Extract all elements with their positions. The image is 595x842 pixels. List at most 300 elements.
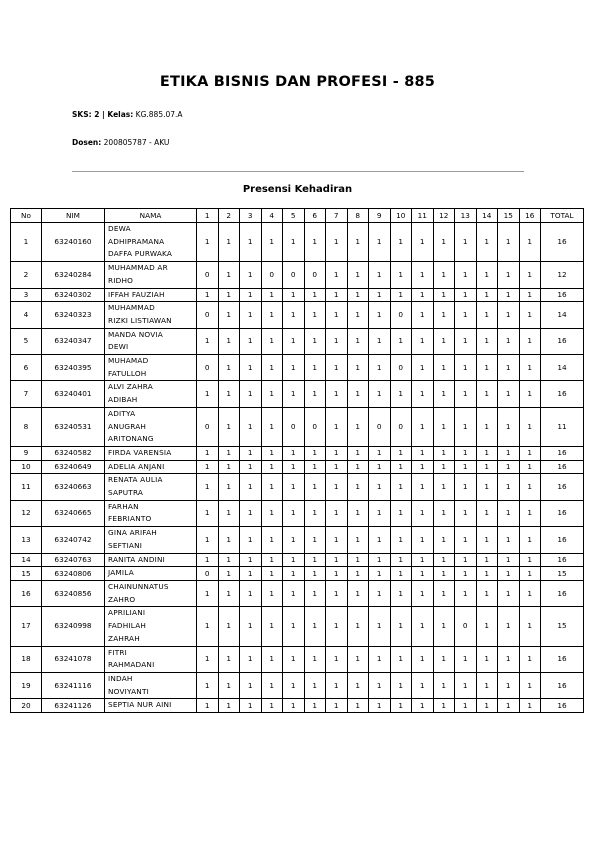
attendance-cell: 1 bbox=[261, 355, 283, 381]
table-row bbox=[11, 500, 584, 526]
sks-class-label: SKS: 2 | Kelas: bbox=[72, 110, 134, 119]
student-nim: 63240302 bbox=[42, 288, 105, 302]
attendance-cell: 1 bbox=[476, 607, 498, 646]
attendance-cell: 1 bbox=[197, 223, 219, 262]
attendance-cell: 1 bbox=[240, 474, 262, 500]
attendance-cell: 1 bbox=[498, 607, 520, 646]
attendance-cell: 1 bbox=[218, 699, 240, 713]
attendance-cell: 1 bbox=[218, 580, 240, 606]
attendance-cell: 1 bbox=[412, 672, 434, 698]
table-body bbox=[11, 223, 584, 713]
attendance-cell: 1 bbox=[218, 527, 240, 553]
attendance-cell: 1 bbox=[261, 500, 283, 526]
student-name: GINA ARIFAH SEFTIANI bbox=[105, 527, 197, 553]
table-row bbox=[11, 553, 584, 567]
attendance-cell: 1 bbox=[326, 672, 348, 698]
sks-class-line bbox=[72, 110, 183, 119]
column-header: 12 bbox=[433, 209, 455, 223]
row-number: 1 bbox=[11, 223, 42, 262]
attendance-table bbox=[10, 208, 584, 713]
student-name: ADELIA ANJANI bbox=[105, 460, 197, 474]
row-number: 3 bbox=[11, 288, 42, 302]
attendance-cell: 1 bbox=[476, 381, 498, 407]
attendance-cell: 1 bbox=[261, 446, 283, 460]
table-row bbox=[11, 355, 584, 381]
column-header: 4 bbox=[261, 209, 283, 223]
attendance-cell: 1 bbox=[240, 460, 262, 474]
attendance-cell: 1 bbox=[519, 527, 541, 553]
row-number: 18 bbox=[11, 646, 42, 672]
attendance-cell: 1 bbox=[347, 567, 369, 581]
attendance-cell: 1 bbox=[261, 328, 283, 354]
student-name: MUHAMMAD RIZKI LISTIAWAN bbox=[105, 302, 197, 328]
student-nim: 63240531 bbox=[42, 407, 105, 446]
attendance-cell: 1 bbox=[261, 672, 283, 698]
attendance-cell: 1 bbox=[304, 381, 326, 407]
attendance-cell: 1 bbox=[240, 527, 262, 553]
attendance-total: 16 bbox=[541, 223, 584, 262]
attendance-cell: 1 bbox=[240, 672, 262, 698]
attendance-cell: 1 bbox=[455, 672, 477, 698]
row-number: 10 bbox=[11, 460, 42, 474]
attendance-cell: 1 bbox=[197, 607, 219, 646]
attendance-cell: 1 bbox=[455, 580, 477, 606]
attendance-cell: 1 bbox=[304, 699, 326, 713]
attendance-cell: 1 bbox=[304, 527, 326, 553]
attendance-total: 16 bbox=[541, 646, 584, 672]
attendance-cell: 1 bbox=[326, 500, 348, 526]
attendance-cell: 1 bbox=[283, 699, 305, 713]
attendance-cell: 1 bbox=[218, 288, 240, 302]
attendance-cell: 1 bbox=[283, 302, 305, 328]
attendance-cell: 1 bbox=[455, 446, 477, 460]
attendance-cell: 1 bbox=[283, 646, 305, 672]
row-number: 8 bbox=[11, 407, 42, 446]
attendance-cell: 1 bbox=[240, 580, 262, 606]
attendance-cell: 1 bbox=[283, 553, 305, 567]
attendance-cell: 1 bbox=[498, 460, 520, 474]
attendance-cell: 0 bbox=[283, 407, 305, 446]
attendance-cell: 1 bbox=[455, 567, 477, 581]
row-number: 11 bbox=[11, 474, 42, 500]
attendance-cell: 1 bbox=[369, 607, 391, 646]
attendance-cell: 1 bbox=[347, 474, 369, 500]
attendance-cell: 1 bbox=[283, 567, 305, 581]
attendance-cell: 1 bbox=[412, 446, 434, 460]
attendance-cell: 1 bbox=[455, 223, 477, 262]
attendance-cell: 1 bbox=[519, 381, 541, 407]
attendance-cell: 1 bbox=[261, 407, 283, 446]
attendance-cell: 1 bbox=[412, 302, 434, 328]
attendance-cell: 1 bbox=[412, 699, 434, 713]
attendance-cell: 1 bbox=[412, 288, 434, 302]
attendance-cell: 1 bbox=[326, 460, 348, 474]
attendance-cell: 1 bbox=[455, 328, 477, 354]
attendance-cell: 1 bbox=[283, 288, 305, 302]
attendance-cell: 1 bbox=[347, 288, 369, 302]
student-nim: 63240663 bbox=[42, 474, 105, 500]
attendance-cell: 1 bbox=[498, 567, 520, 581]
attendance-cell: 1 bbox=[455, 302, 477, 328]
attendance-cell: 1 bbox=[390, 672, 412, 698]
column-header: 8 bbox=[347, 209, 369, 223]
attendance-cell: 1 bbox=[519, 553, 541, 567]
attendance-cell: 1 bbox=[347, 302, 369, 328]
attendance-total: 11 bbox=[541, 407, 584, 446]
attendance-cell: 1 bbox=[240, 355, 262, 381]
attendance-cell: 1 bbox=[498, 474, 520, 500]
attendance-cell: 1 bbox=[326, 381, 348, 407]
attendance-cell: 1 bbox=[304, 446, 326, 460]
attendance-cell: 1 bbox=[369, 262, 391, 288]
attendance-cell: 1 bbox=[347, 223, 369, 262]
attendance-cell: 1 bbox=[433, 381, 455, 407]
attendance-cell: 1 bbox=[369, 500, 391, 526]
student-name: IFFAH FAUZIAH bbox=[105, 288, 197, 302]
attendance-cell: 1 bbox=[304, 328, 326, 354]
attendance-cell: 1 bbox=[455, 460, 477, 474]
attendance-cell: 1 bbox=[476, 553, 498, 567]
attendance-cell: 1 bbox=[519, 699, 541, 713]
attendance-cell: 1 bbox=[369, 288, 391, 302]
student-name: MUHAMAD FATULLOH bbox=[105, 355, 197, 381]
student-name: ADITYA ANUGRAH ARITONANG bbox=[105, 407, 197, 446]
attendance-cell: 1 bbox=[412, 474, 434, 500]
attendance-cell: 1 bbox=[197, 646, 219, 672]
student-name: JAMILA bbox=[105, 567, 197, 581]
student-name: FARHAN FEBRIANTO bbox=[105, 500, 197, 526]
column-header: 10 bbox=[390, 209, 412, 223]
column-header: NAMA bbox=[105, 209, 197, 223]
attendance-cell: 1 bbox=[261, 460, 283, 474]
column-header: 16 bbox=[519, 209, 541, 223]
row-number: 5 bbox=[11, 328, 42, 354]
student-nim: 63241116 bbox=[42, 672, 105, 698]
attendance-cell: 1 bbox=[304, 672, 326, 698]
attendance-cell: 1 bbox=[498, 500, 520, 526]
attendance-cell: 1 bbox=[240, 302, 262, 328]
student-nim: 63241126 bbox=[42, 699, 105, 713]
attendance-cell: 1 bbox=[261, 607, 283, 646]
column-header: 5 bbox=[283, 209, 305, 223]
attendance-cell: 1 bbox=[433, 607, 455, 646]
attendance-cell: 1 bbox=[390, 460, 412, 474]
attendance-cell: 1 bbox=[218, 328, 240, 354]
attendance-cell: 1 bbox=[455, 355, 477, 381]
student-nim: 63240395 bbox=[42, 355, 105, 381]
student-nim: 63240160 bbox=[42, 223, 105, 262]
attendance-cell: 0 bbox=[197, 302, 219, 328]
student-nim: 63240284 bbox=[42, 262, 105, 288]
student-name: ALVI ZAHRA ADIBAH bbox=[105, 381, 197, 407]
attendance-cell: 1 bbox=[218, 446, 240, 460]
attendance-cell: 1 bbox=[326, 699, 348, 713]
attendance-cell: 1 bbox=[326, 607, 348, 646]
attendance-cell: 1 bbox=[283, 672, 305, 698]
attendance-cell: 1 bbox=[218, 302, 240, 328]
attendance-cell: 1 bbox=[519, 646, 541, 672]
attendance-total: 16 bbox=[541, 381, 584, 407]
attendance-cell: 1 bbox=[218, 223, 240, 262]
attendance-cell: 1 bbox=[412, 580, 434, 606]
attendance-cell: 1 bbox=[433, 474, 455, 500]
attendance-cell: 1 bbox=[455, 527, 477, 553]
column-header: TOTAL bbox=[541, 209, 584, 223]
attendance-cell: 1 bbox=[326, 328, 348, 354]
column-header: 15 bbox=[498, 209, 520, 223]
attendance-cell: 1 bbox=[369, 672, 391, 698]
attendance-cell: 1 bbox=[261, 567, 283, 581]
row-number: 13 bbox=[11, 527, 42, 553]
attendance-cell: 1 bbox=[498, 355, 520, 381]
student-name: MANDA NOVIA DEWI bbox=[105, 328, 197, 354]
table-row bbox=[11, 672, 584, 698]
attendance-cell: 1 bbox=[218, 355, 240, 381]
column-header: 11 bbox=[412, 209, 434, 223]
attendance-cell: 1 bbox=[283, 223, 305, 262]
attendance-cell: 1 bbox=[412, 527, 434, 553]
attendance-cell: 1 bbox=[304, 646, 326, 672]
attendance-cell: 1 bbox=[519, 446, 541, 460]
student-name: APRILIANI FADHILAH ZAHRAH bbox=[105, 607, 197, 646]
attendance-cell: 1 bbox=[455, 407, 477, 446]
attendance-cell: 1 bbox=[433, 446, 455, 460]
attendance-cell: 1 bbox=[197, 446, 219, 460]
attendance-cell: 0 bbox=[390, 355, 412, 381]
attendance-cell: 1 bbox=[369, 646, 391, 672]
attendance-cell: 1 bbox=[412, 607, 434, 646]
attendance-cell: 1 bbox=[240, 407, 262, 446]
attendance-cell: 1 bbox=[476, 474, 498, 500]
table-row bbox=[11, 407, 584, 446]
attendance-cell: 1 bbox=[283, 328, 305, 354]
attendance-cell: 1 bbox=[326, 646, 348, 672]
attendance-cell: 0 bbox=[197, 567, 219, 581]
attendance-cell: 1 bbox=[390, 500, 412, 526]
attendance-total: 14 bbox=[541, 302, 584, 328]
attendance-cell: 1 bbox=[390, 580, 412, 606]
attendance-cell: 1 bbox=[261, 288, 283, 302]
attendance-cell: 1 bbox=[412, 355, 434, 381]
student-name: MUHAMMAD AR RIDHO bbox=[105, 262, 197, 288]
attendance-cell: 1 bbox=[261, 699, 283, 713]
attendance-cell: 1 bbox=[197, 672, 219, 698]
attendance-cell: 1 bbox=[455, 474, 477, 500]
attendance-total: 16 bbox=[541, 460, 584, 474]
attendance-cell: 1 bbox=[283, 446, 305, 460]
attendance-cell: 1 bbox=[197, 474, 219, 500]
attendance-cell: 1 bbox=[261, 474, 283, 500]
row-number: 14 bbox=[11, 553, 42, 567]
attendance-cell: 1 bbox=[412, 262, 434, 288]
attendance-cell: 1 bbox=[412, 553, 434, 567]
student-nim: 63240401 bbox=[42, 381, 105, 407]
attendance-cell: 1 bbox=[326, 223, 348, 262]
attendance-cell: 1 bbox=[455, 262, 477, 288]
attendance-total: 16 bbox=[541, 553, 584, 567]
attendance-cell: 0 bbox=[304, 407, 326, 446]
attendance-cell: 1 bbox=[476, 672, 498, 698]
student-name: CHAINUNNATUS ZAHRO bbox=[105, 580, 197, 606]
attendance-total: 16 bbox=[541, 527, 584, 553]
attendance-cell: 1 bbox=[498, 646, 520, 672]
attendance-cell: 1 bbox=[218, 262, 240, 288]
row-number: 2 bbox=[11, 262, 42, 288]
attendance-total: 15 bbox=[541, 607, 584, 646]
attendance-cell: 1 bbox=[261, 553, 283, 567]
row-number: 17 bbox=[11, 607, 42, 646]
attendance-cell: 1 bbox=[369, 328, 391, 354]
lecturer-line bbox=[72, 138, 169, 147]
table-row bbox=[11, 474, 584, 500]
attendance-cell: 1 bbox=[498, 381, 520, 407]
column-header: No bbox=[11, 209, 42, 223]
attendance-cell: 1 bbox=[498, 223, 520, 262]
attendance-cell: 1 bbox=[519, 262, 541, 288]
table-row bbox=[11, 288, 584, 302]
attendance-cell: 1 bbox=[261, 527, 283, 553]
attendance-cell: 1 bbox=[304, 223, 326, 262]
attendance-cell: 1 bbox=[519, 580, 541, 606]
attendance-cell: 1 bbox=[326, 446, 348, 460]
attendance-cell: 0 bbox=[197, 407, 219, 446]
attendance-cell: 1 bbox=[326, 262, 348, 288]
attendance-cell: 1 bbox=[498, 527, 520, 553]
student-nim: 63240323 bbox=[42, 302, 105, 328]
attendance-cell: 1 bbox=[498, 288, 520, 302]
attendance-cell: 1 bbox=[283, 474, 305, 500]
attendance-cell: 1 bbox=[218, 646, 240, 672]
attendance-cell: 1 bbox=[433, 288, 455, 302]
attendance-cell: 1 bbox=[347, 607, 369, 646]
attendance-cell: 1 bbox=[304, 567, 326, 581]
column-header: 6 bbox=[304, 209, 326, 223]
attendance-cell: 1 bbox=[433, 460, 455, 474]
attendance-cell: 0 bbox=[390, 302, 412, 328]
attendance-cell: 1 bbox=[304, 355, 326, 381]
attendance-cell: 1 bbox=[347, 500, 369, 526]
attendance-cell: 1 bbox=[433, 328, 455, 354]
student-nim: 63240856 bbox=[42, 580, 105, 606]
attendance-cell: 1 bbox=[433, 646, 455, 672]
attendance-cell: 1 bbox=[476, 446, 498, 460]
attendance-cell: 0 bbox=[390, 407, 412, 446]
attendance-cell: 1 bbox=[369, 474, 391, 500]
attendance-cell: 1 bbox=[326, 474, 348, 500]
attendance-cell: 1 bbox=[498, 580, 520, 606]
attendance-cell: 1 bbox=[218, 460, 240, 474]
attendance-cell: 1 bbox=[197, 328, 219, 354]
attendance-cell: 1 bbox=[476, 407, 498, 446]
attendance-cell: 1 bbox=[498, 302, 520, 328]
attendance-total: 15 bbox=[541, 567, 584, 581]
attendance-cell: 1 bbox=[433, 672, 455, 698]
attendance-cell: 1 bbox=[347, 580, 369, 606]
attendance-cell: 1 bbox=[369, 302, 391, 328]
attendance-cell: 1 bbox=[412, 328, 434, 354]
row-number: 15 bbox=[11, 567, 42, 581]
attendance-cell: 1 bbox=[390, 446, 412, 460]
student-name: SEPTIA NUR AINI bbox=[105, 699, 197, 713]
attendance-total: 14 bbox=[541, 355, 584, 381]
attendance-cell: 1 bbox=[455, 699, 477, 713]
student-nim: 63240347 bbox=[42, 328, 105, 354]
attendance-cell: 1 bbox=[455, 288, 477, 302]
attendance-cell: 1 bbox=[476, 580, 498, 606]
column-header: 2 bbox=[218, 209, 240, 223]
attendance-cell: 1 bbox=[326, 288, 348, 302]
row-number: 4 bbox=[11, 302, 42, 328]
attendance-cell: 1 bbox=[390, 607, 412, 646]
student-nim: 63240763 bbox=[42, 553, 105, 567]
attendance-cell: 1 bbox=[390, 527, 412, 553]
column-header: 3 bbox=[240, 209, 262, 223]
student-nim: 63241078 bbox=[42, 646, 105, 672]
column-header: NIM bbox=[42, 209, 105, 223]
attendance-cell: 1 bbox=[326, 567, 348, 581]
attendance-cell: 1 bbox=[218, 381, 240, 407]
student-name: FIRDA VARENSIA bbox=[105, 446, 197, 460]
attendance-cell: 1 bbox=[283, 607, 305, 646]
attendance-cell: 1 bbox=[519, 328, 541, 354]
attendance-cell: 1 bbox=[326, 302, 348, 328]
attendance-cell: 1 bbox=[498, 328, 520, 354]
attendance-cell: 1 bbox=[498, 553, 520, 567]
row-number: 19 bbox=[11, 672, 42, 698]
attendance-cell: 1 bbox=[433, 355, 455, 381]
attendance-cell: 1 bbox=[304, 607, 326, 646]
attendance-cell: 1 bbox=[476, 699, 498, 713]
attendance-cell: 1 bbox=[455, 381, 477, 407]
student-name: INDAH NOVIYANTI bbox=[105, 672, 197, 698]
attendance-cell: 1 bbox=[519, 500, 541, 526]
row-number: 16 bbox=[11, 580, 42, 606]
attendance-cell: 1 bbox=[197, 580, 219, 606]
attendance-cell: 0 bbox=[283, 262, 305, 288]
attendance-cell: 1 bbox=[433, 223, 455, 262]
course-title: ETIKA BISNIS DAN PROFESI - 885 bbox=[159, 74, 436, 90]
attendance-total: 16 bbox=[541, 580, 584, 606]
attendance-cell: 1 bbox=[369, 355, 391, 381]
attendance-cell: 1 bbox=[304, 500, 326, 526]
table-row bbox=[11, 527, 584, 553]
attendance-cell: 1 bbox=[433, 500, 455, 526]
attendance-cell: 1 bbox=[347, 527, 369, 553]
attendance-cell: 1 bbox=[218, 607, 240, 646]
attendance-cell: 1 bbox=[433, 580, 455, 606]
attendance-cell: 1 bbox=[304, 553, 326, 567]
table-row bbox=[11, 646, 584, 672]
attendance-cell: 1 bbox=[498, 262, 520, 288]
attendance-cell: 1 bbox=[197, 288, 219, 302]
attendance-cell: 0 bbox=[197, 355, 219, 381]
attendance-cell: 1 bbox=[347, 355, 369, 381]
attendance-cell: 0 bbox=[304, 262, 326, 288]
student-nim: 63240742 bbox=[42, 527, 105, 553]
attendance-cell: 1 bbox=[304, 580, 326, 606]
attendance-cell: 1 bbox=[519, 302, 541, 328]
attendance-cell: 1 bbox=[369, 381, 391, 407]
attendance-cell: 1 bbox=[261, 302, 283, 328]
table-row bbox=[11, 381, 584, 407]
lecturer-label: Dosen: bbox=[72, 138, 102, 147]
attendance-total: 16 bbox=[541, 672, 584, 698]
attendance-cell: 1 bbox=[240, 446, 262, 460]
attendance-cell: 1 bbox=[498, 407, 520, 446]
attendance-cell: 1 bbox=[390, 381, 412, 407]
attendance-cell: 1 bbox=[347, 460, 369, 474]
attendance-total: 16 bbox=[541, 328, 584, 354]
